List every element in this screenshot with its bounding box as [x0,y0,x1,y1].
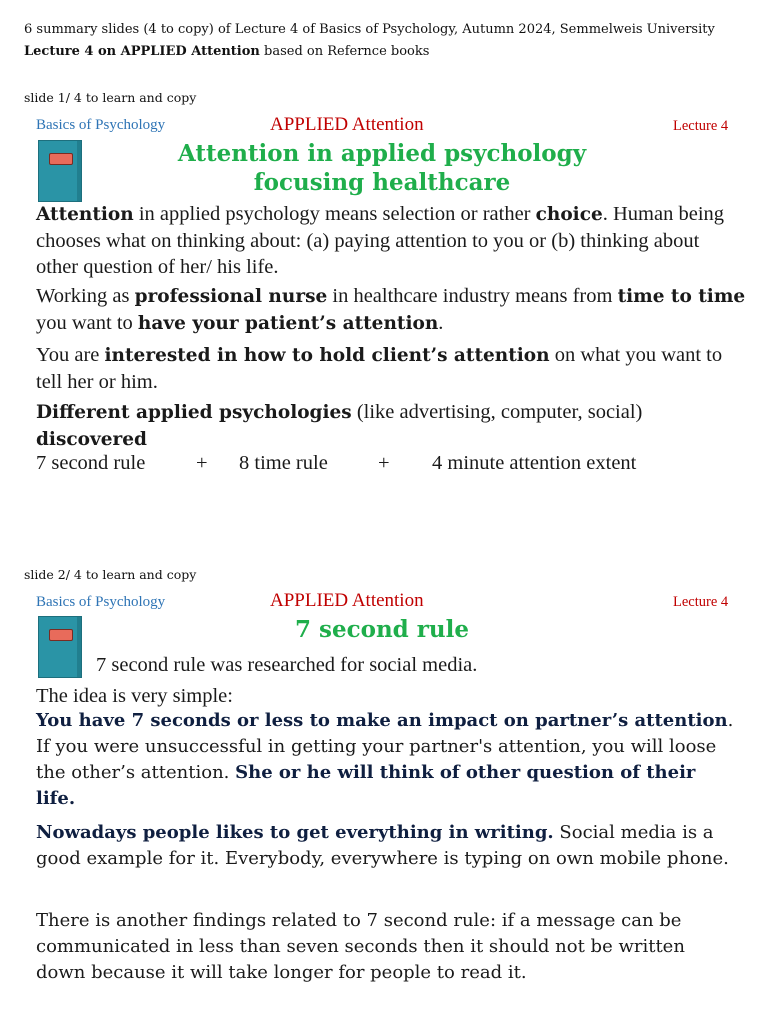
slide2-idea: The idea is very simple: [36,685,233,707]
slide2-paragraph-3: There is another findings related to 7 second rule: if a message can be communicated in less than seven seconds then it should not be written down because it will take longer for people to read it. [36,910,685,983]
slide2-paragraph-2: Nowadays people likes to get everything in writing. Social media is a good example for it. Everybody, everywhere is typing on own mobile phone. [36,822,729,869]
book-icon [38,616,82,678]
slide2-note: slide 2/ 4 to learn and copy [24,567,197,582]
document-title [24,44,429,59]
slide2-topic-label: APPLIED Attention [270,590,424,611]
slide1-title-line2: focusing healthcare [253,169,511,196]
slide1-paragraph-1: Attention in applied psychology means selection or rather choice. Human being chooses what on thinking about: (a) paying attention to you or (b) thinking about other question of her/ his life. [36,203,725,278]
document-subtitle: 6 summary slides (4 to copy) of Lecture 4 of Basics of Psychology, Autumn 2024, Semmelweis University [24,22,715,37]
rule-8-time: 8 time rule [239,452,328,474]
slide1-topic-label: APPLIED Attention [270,114,424,135]
slide1-title-line1: Attention in applied psychology [177,140,587,167]
slide1-lecture-label: Lecture 4 [673,118,729,134]
rule-7-second: 7 second rule [36,452,146,474]
slide1-paragraph-4: Different applied psychologies (like advertising, computer, social) discovered [36,401,643,450]
slide1-paragraph-2: Working as professional nurse in healthcare industry means from time to time you want to have your patient’s attention. [36,285,746,334]
slide1-course-label: Basics of Psychology [36,117,166,133]
slide2-intro: 7 second rule was researched for social media. [96,654,478,676]
slide2-lecture-label: Lecture 4 [673,594,729,610]
document-title-rest: based on Refernce books [259,44,430,59]
slide2-paragraph-1: You have 7 seconds or less to make an impact on partner’s attention. If you were unsuccessful in getting your partner's attention, you will loose the other’s attention. She or he will think of other question of their life. [36,710,734,809]
plus-sign: + [196,452,208,474]
slide1-paragraph-3: You are interested in how to hold client’s attention on what you want to tell her or him. [36,344,723,393]
slide2-course-label: Basics of Psychology [36,594,166,610]
slide1-note: slide 1/ 4 to learn and copy [24,90,197,105]
document-title-bold: Lecture 4 on APPLIED Attention [24,44,260,59]
rule-4-minute: 4 minute attention extent [432,452,637,474]
slide2-title: 7 second rule [295,616,469,643]
plus-sign: + [378,452,390,474]
book-icon [38,140,82,202]
